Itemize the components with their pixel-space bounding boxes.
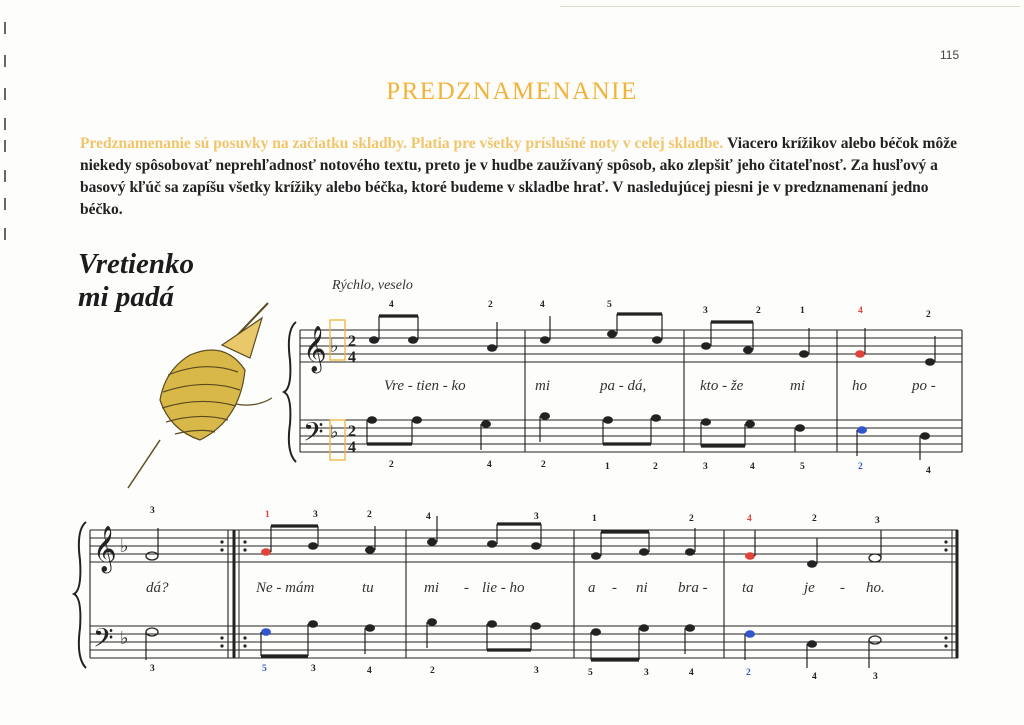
svg-text:2: 2 [348,423,356,440]
finger-s1-b2: 4 [487,460,492,470]
lyric-s1-3: pa - dá, [600,378,647,394]
finger-s1-t3: 4 [540,300,545,310]
lyric-s1-7: po - [912,378,936,394]
finger-s2-t4: 2 [367,510,372,520]
lyric-s2-12: je [804,580,815,596]
finger-s1-t1: 4 [389,300,394,310]
tempo-marking: Rýchlo, veselo [332,278,413,293]
finger-s1-t9: 2 [926,310,931,320]
finger-s1-b4: 1 [605,462,610,472]
lyric-s2-2: Ne - mám [256,580,315,596]
finger-s2-t10: 2 [812,514,817,524]
finger-s1-b8: 5 [800,462,805,472]
finger-s2-b9: 4 [689,668,694,678]
svg-text:𝄞: 𝄞 [303,326,327,372]
spindle-icon [128,303,272,488]
lyric-s2-14: ho. [866,580,885,596]
page-number: 115 [940,48,960,62]
finger-s1-t4: 5 [607,300,612,310]
finger-s2-t11: 3 [875,516,880,526]
finger-s2-b10: 2 [746,668,751,678]
lyric-s2-6: lie - ho [482,580,525,596]
finger-s2-t3: 3 [313,510,318,520]
finger-s2-b2: 5 [262,664,267,674]
finger-s1-b5: 2 [653,462,658,472]
finger-s1-b10: 4 [926,466,931,476]
finger-s2-b8: 3 [644,668,649,678]
svg-text:4: 4 [348,439,356,456]
finger-s2-b7: 5 [588,668,593,678]
intro-body: Viacero krížikov alebo béčok môže niekedy spôsobovať neprehľadnosť notového textu, preto je v hudbe zaužívaný spôsob, ako zlepšiť jeho čitateľnosť. Za husľový a basový kľúč sa zapíšu všetky krížiky alebo béčka, ktoré budeme v skladbe hrať. V nasledujúcej piesni je v predznamenaní jedno béčko. [80,135,957,218]
svg-text:𝄢: 𝄢 [93,622,114,660]
finger-s1-b7: 4 [750,462,755,472]
lyric-s2-7: a [588,580,596,596]
lyric-s2-3: tu [362,580,374,596]
svg-text:2: 2 [348,333,356,350]
finger-s2-b12: 3 [873,672,878,682]
lyric-s2-9: ni [636,580,648,596]
finger-s2-t5: 4 [426,512,431,522]
finger-s1-b9: 2 [858,462,863,472]
finger-s1-t5: 3 [703,306,708,316]
finger-s1-t6: 2 [756,306,761,316]
svg-text:𝄢: 𝄢 [303,416,324,454]
finger-s2-t7: 1 [592,514,597,524]
finger-s1-t8: 4 [858,306,863,316]
lyric-s2-1: dá? [146,580,169,596]
page-title: PREDZNAMENANIE [386,78,638,105]
finger-s2-b5: 2 [430,666,435,676]
svg-text:♭: ♭ [330,422,339,442]
finger-s1-b6: 3 [703,462,708,472]
lyric-s2-13: - [840,580,845,596]
lyric-s1-5: mi [790,378,805,394]
finger-s2-t8: 2 [689,514,694,524]
finger-s2-t6: 3 [534,512,539,522]
svg-text:♭: ♭ [330,336,339,356]
lyric-s1-6: ho [852,378,867,394]
finger-s1-t2: 2 [488,300,493,310]
finger-s2-t2: 1 [265,510,270,520]
lyric-s2-5: - [464,580,469,596]
lyric-s2-10: bra - [678,580,708,596]
song-title-line1: Vretienko [78,248,195,280]
lyric-s1-1: Vre - tien - ko [384,378,466,394]
svg-text:♭: ♭ [120,628,129,648]
finger-s1-b3: 2 [541,460,546,470]
svg-text:4: 4 [348,349,356,366]
song-title-line2: mi padá [78,281,174,313]
finger-s2-t1: 3 [150,506,155,516]
finger-s1-b1: 2 [389,460,394,470]
svg-text:♭: ♭ [120,536,129,556]
lyric-s2-8: - [612,580,617,596]
finger-s2-b3: 3 [311,664,316,674]
lyric-s2-4: mi [424,580,439,596]
finger-s2-b6: 3 [534,666,539,676]
finger-s2-t9: 4 [747,514,752,524]
finger-s2-b1: 3 [150,664,155,674]
lyric-s1-2: mi [535,378,550,394]
finger-s2-b11: 4 [812,672,817,682]
lyric-s2-11: ta [742,580,754,596]
intro-lead: Predznamenanie sú posuvky na začiatku skladby. Platia pre všetky príslušné noty v celej skladbe. [80,135,724,152]
finger-s2-b4: 4 [367,666,372,676]
finger-s1-t7: 1 [800,306,805,316]
lyric-s1-4: kto - že [700,378,744,394]
svg-text:𝄞: 𝄞 [93,526,117,572]
